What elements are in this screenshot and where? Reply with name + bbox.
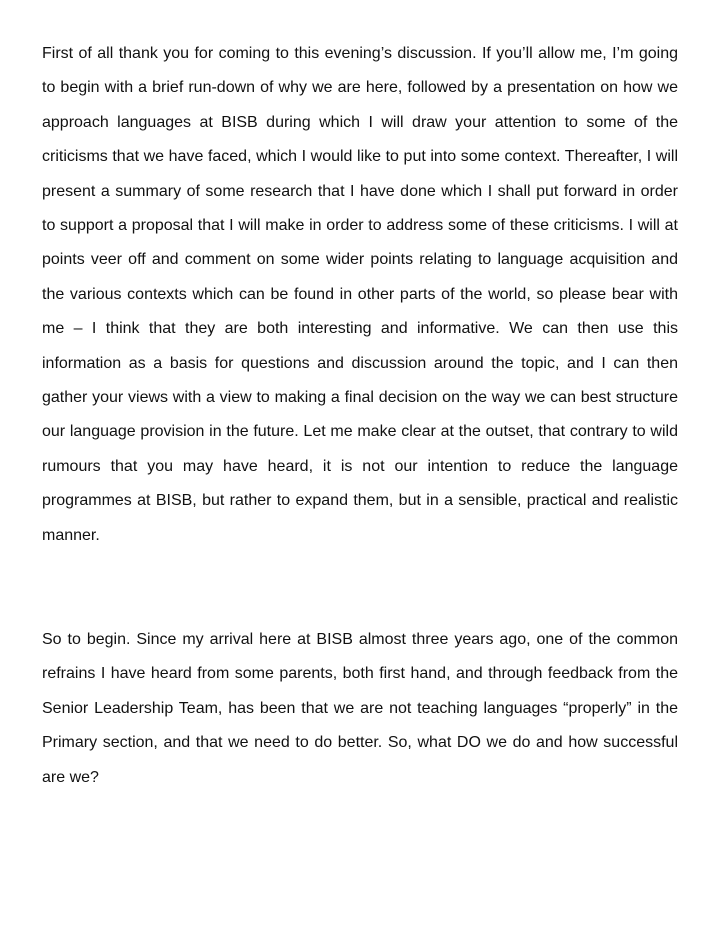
paragraph-so-to-begin: So to begin. Since my arrival here at BISB almost three years ago, one of the common refrains I have heard from some parents, both first hand, and through feedback from the Senior Leadership Team, has been that we are not teaching languages “properly” in the Primary section, and that we need to do better. So, what DO we do and how successful are we?	[42, 631, 678, 786]
paragraph-introduction: First of all thank you for coming to this evening’s discussion. If you’ll allow me, I’m going to begin with a brief run-down of why we are here, followed by a presentation on how we approach languages at BISB during which I will draw your attention to some of the criticisms that we have faced, which I would like to put into some context. Thereafter, I will present a summary of some research that I have done which I shall put forward in order to support a proposal that I will make in order to address some of these criticisms. I will at points veer off and comment on some wider points relating to language acquisition and the various contexts which can be found in other parts of the world, so please bear with me – I think that they are both interesting and informative. We can then use this information as a basis for questions and discussion around the topic, and I can then gather your views with a view to making a final decision on the way we can best structure our language provision in the future. Let me make clear at the outset, that contrary to wild rumours that you may have heard, it is not our intention to reduce the language programmes at BISB, but rather to expand them, but in a sensible, practical and realistic manner.	[42, 45, 678, 544]
